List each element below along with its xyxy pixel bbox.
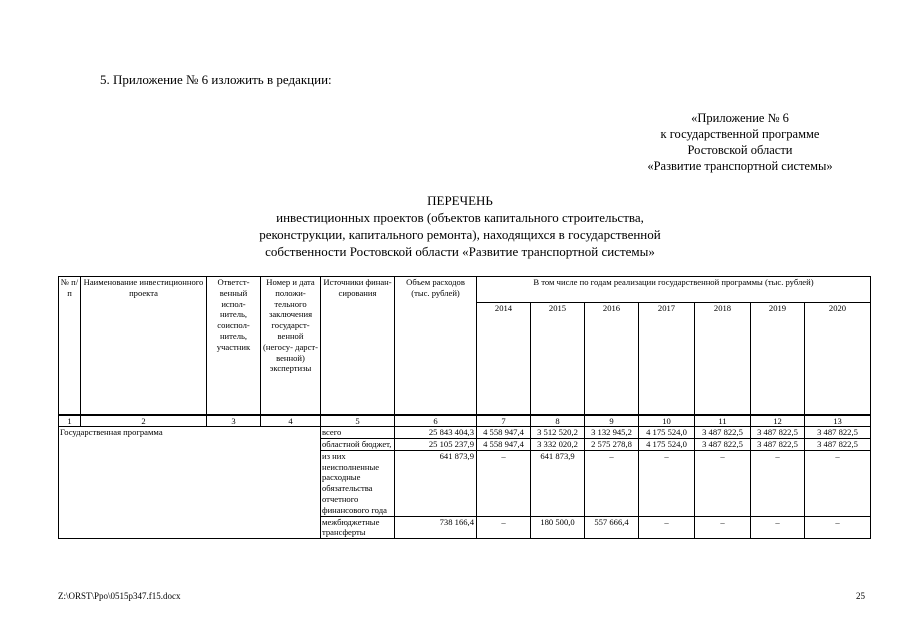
year-cell: –: [751, 516, 805, 539]
col-number: 8: [531, 415, 585, 427]
header-row: [59, 277, 871, 303]
year-cell: –: [477, 516, 531, 539]
title-line: реконструкции, капитального ремонта), находящихся в государственной: [259, 227, 661, 242]
source-cell: всего: [321, 427, 395, 439]
appendix-line: Ростовской области: [687, 143, 793, 157]
col-number: 13: [805, 415, 871, 427]
year-cell: 2 575 278,8: [585, 439, 639, 451]
year-cell: 3 487 822,5: [751, 427, 805, 439]
source-cell: из них неисполненные расходные обязательства отчетного финансового года: [321, 450, 395, 516]
source-cell: областной бюджет,: [321, 439, 395, 451]
column-numbers-row: [59, 415, 871, 427]
header-num: № п/п: [59, 277, 81, 415]
year-cell: 4 558 947,4: [477, 427, 531, 439]
header-year: 2019: [751, 303, 805, 415]
appendix-line: «Приложение № 6: [691, 111, 789, 125]
year-cell: 3 487 822,5: [751, 439, 805, 451]
year-cell: 3 512 520,2: [531, 427, 585, 439]
header-years-group: В том числе по годам реализации государственной программы (тыс. рублей): [477, 277, 871, 303]
year-cell: 557 666,4: [585, 516, 639, 539]
year-cell: –: [805, 450, 871, 516]
col-number: 10: [639, 415, 695, 427]
total-cell: 738 166,4: [395, 516, 477, 539]
header-year: 2015: [531, 303, 585, 415]
year-cell: 3 132 945,2: [585, 427, 639, 439]
table-row: [59, 427, 871, 439]
source-cell: межбюджетные трансферты: [321, 516, 395, 539]
appendix-line: «Развитие транспортной системы»: [647, 159, 833, 173]
footer-file-path: Z:\ORST\Ppo\0515p347.f15.docx: [58, 591, 181, 601]
col-number: 1: [59, 415, 81, 427]
year-cell: 3 487 822,5: [805, 427, 871, 439]
year-cell: 4 175 524,0: [639, 427, 695, 439]
total-cell: 641 873,9: [395, 450, 477, 516]
year-cell: 180 500,0: [531, 516, 585, 539]
col-number: 9: [585, 415, 639, 427]
header-exec: Ответст- венный испол- нитель, соиспол- нитель, участник: [207, 277, 261, 415]
year-cell: 3 487 822,5: [805, 439, 871, 451]
program-label: Государственная программа: [59, 427, 321, 539]
year-cell: –: [585, 450, 639, 516]
year-cell: –: [639, 516, 695, 539]
year-cell: 3 487 822,5: [695, 427, 751, 439]
document-title: [140, 192, 780, 260]
header-year: 2017: [639, 303, 695, 415]
col-number: 4: [261, 415, 321, 427]
year-cell: –: [695, 516, 751, 539]
col-number: 2: [81, 415, 207, 427]
col-number: 11: [695, 415, 751, 427]
page-number: 25: [856, 591, 865, 601]
year-cell: –: [751, 450, 805, 516]
header-name: Наименование инвестиционного проекта: [81, 277, 207, 415]
title-line: инвестиционных проектов (объектов капитального строительства,: [276, 210, 644, 225]
header-volume: Объем расходов (тыс. рублей): [395, 277, 477, 415]
col-number: 7: [477, 415, 531, 427]
title-line: ПЕРЕЧЕНЬ: [427, 193, 493, 208]
investment-projects-table: [58, 276, 871, 539]
total-cell: 25 105 237,9: [395, 439, 477, 451]
header-year: 2016: [585, 303, 639, 415]
total-cell: 25 843 404,3: [395, 427, 477, 439]
col-number: 6: [395, 415, 477, 427]
intro-text: 5. Приложение № 6 изложить в редакции:: [100, 72, 332, 87]
year-cell: 3 332 020,2: [531, 439, 585, 451]
year-cell: –: [805, 516, 871, 539]
title-line: собственности Ростовской области «Развитие транспортной системы»: [265, 244, 655, 259]
year-cell: –: [639, 450, 695, 516]
year-cell: 641 873,9: [531, 450, 585, 516]
header-year: 2014: [477, 303, 531, 415]
col-number: 5: [321, 415, 395, 427]
header-year: 2020: [805, 303, 871, 415]
year-cell: –: [477, 450, 531, 516]
header-source: Источники финан- сирования: [321, 277, 395, 415]
header-year: 2018: [695, 303, 751, 415]
appendix-line: к государственной программе: [660, 127, 820, 141]
col-number: 12: [751, 415, 805, 427]
appendix-heading: [620, 110, 860, 174]
year-cell: 3 487 822,5: [695, 439, 751, 451]
year-cell: 4 558 947,4: [477, 439, 531, 451]
col-number: 3: [207, 415, 261, 427]
header-expert: Номер и дата положи- тельного заключения государст- венной (негосу- дарст- венной) экспертизы: [261, 277, 321, 415]
year-cell: –: [695, 450, 751, 516]
year-cell: 4 175 524,0: [639, 439, 695, 451]
